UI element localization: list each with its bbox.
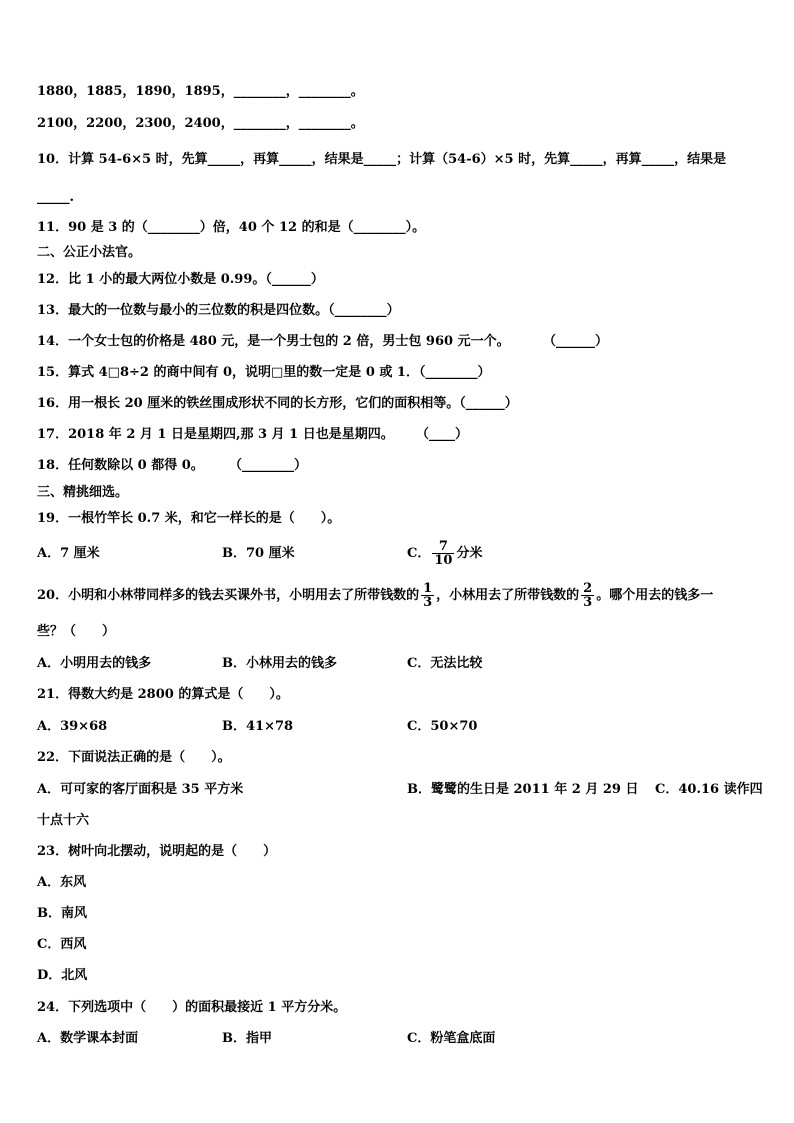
- question-20-text-2: ，小林用去了所带钱数的: [436, 588, 580, 603]
- question-21-option-b: B．41×78: [222, 719, 294, 734]
- question-21: 21．得数大约是 2800 的算式是（ ）。: [37, 687, 289, 702]
- question-20-text-3: 。哪个用去的钱多一: [596, 588, 714, 603]
- section-3-heading: 三、精挑细选。: [37, 485, 129, 500]
- question-22-option-c: C．40.16 读作四: [655, 782, 763, 797]
- section-2-heading: 二、公正小法官。: [37, 245, 142, 260]
- question-20-option-a: A．小明用去的钱多: [37, 656, 152, 671]
- question-10: 10．计算 54-6×5 时，先算_____，再算_____，结果是_____；计算（54-6）×5 时，先算_____，再算_____，结果是: [37, 152, 727, 167]
- fraction: [581, 582, 594, 609]
- fraction-numerator: 1: [423, 581, 433, 596]
- question-21-option-a: A．39×68: [37, 719, 108, 734]
- question-15: 15．算式 4□8÷2 的商中间有 0，说明□里的数一定是 0 或 1．（________）: [37, 365, 491, 380]
- sequence-line-1: 1880，1885，1890，1895，________，________。: [37, 84, 364, 99]
- question-19-option-a: A．7 厘米: [37, 546, 100, 561]
- fraction-numerator: 2: [583, 581, 593, 596]
- question-24-option-a: A．数学课本封面: [37, 1031, 139, 1046]
- question-17-answer-blank: （____）: [416, 427, 469, 442]
- question-20: [37, 577, 713, 615]
- question-18-answer-blank: （________）: [229, 458, 308, 473]
- question-20-option-c: C．无法比较: [407, 656, 483, 671]
- question-23-option-c: C．西风: [37, 937, 87, 952]
- question-23: 23．树叶向北摆动，说明起的是（ ）: [37, 844, 277, 859]
- question-20-text-1: 20．小明和小林带同样多的钱去买课外书，小明用去了所带钱数的: [37, 588, 420, 603]
- question-22-option-c-cont: 十点十六: [37, 813, 90, 828]
- question-12: 12．比 1 小的最大两位小数是 0.99。（______）: [37, 272, 324, 287]
- question-14: 14．一个女士包的价格是 480 元，是一个男士包的 2 倍，男士包 960 元一个。: [37, 334, 510, 349]
- question-11: 11．90 是 3 的（________）倍，40 个 12 的和是（________）。: [37, 220, 426, 235]
- question-17: 17．2018 年 2 月 1 日是星期四,那 3 月 1 日也是星期四。: [37, 427, 394, 442]
- sequence-line-2: 2100，2200，2300，2400，________，________。: [37, 116, 364, 131]
- question-19-option-b: B．70 厘米: [222, 546, 295, 561]
- fraction: [432, 540, 454, 567]
- question-22-option-a: A．可可家的客厅面积是 35 平方米: [37, 782, 244, 797]
- question-14-answer-blank: （______）: [543, 334, 609, 349]
- question-23-option-a: A．东风: [37, 875, 87, 890]
- fraction-denominator: 3: [583, 595, 593, 610]
- option-c-label: C．: [407, 546, 431, 561]
- question-24-option-c: C．粉笔盒底面: [407, 1031, 496, 1046]
- question-10-cont: _____.: [37, 190, 75, 205]
- fraction-numerator: 7: [432, 540, 454, 554]
- question-19: 19．一根竹竿长 0.7 米，和它一样长的是（ ）。: [37, 511, 341, 526]
- question-20-option-b: B．小林用去的钱多: [222, 656, 337, 671]
- question-24: 24．下列选项中（ ）的面积最接近 1 平方分米。: [37, 1000, 347, 1015]
- question-23-option-b: B．南风: [37, 906, 87, 921]
- fraction: [421, 582, 434, 609]
- question-13: 13．最大的一位数与最小的三位数的积是四位数。（________）: [37, 303, 400, 318]
- question-24-option-b: B．指甲: [222, 1031, 272, 1046]
- question-18: 18．任何数除以 0 都得 0。: [37, 458, 204, 473]
- question-22: 22．下面说法正确的是（ ）。: [37, 750, 231, 765]
- question-22-option-b: B．鹭鹭的生日是 2011 年 2 月 29 日: [407, 782, 639, 797]
- question-21-option-c: C．50×70: [407, 719, 478, 734]
- fraction-denominator: 10: [434, 553, 453, 568]
- question-16: 16．用一根长 20 厘米的铁丝围成形状不同的长方形，它们的面积相等。（______）: [37, 396, 518, 411]
- question-20-cont: 些？（ ）: [37, 624, 116, 639]
- fraction-denominator: 3: [423, 595, 433, 610]
- option-c-unit: 分米: [456, 546, 483, 561]
- question-23-option-d: D．北风: [37, 968, 88, 983]
- question-19-option-c: [407, 535, 482, 573]
